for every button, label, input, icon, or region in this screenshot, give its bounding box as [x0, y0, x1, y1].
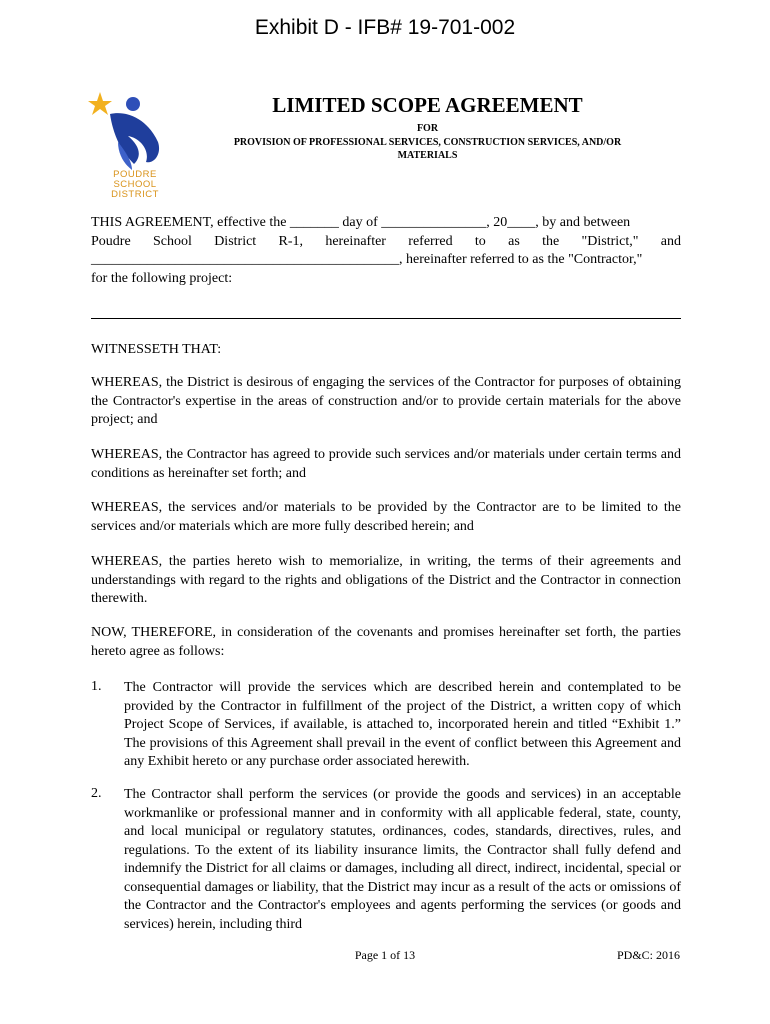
- document-title: LIMITED SCOPE AGREEMENT: [272, 93, 583, 117]
- page-number: Page 1 of 13: [354, 948, 416, 962]
- intro-paragraph: [91, 214, 681, 288]
- exhibit-header: Exhibit D - IFB# 19-701-002: [254, 16, 516, 39]
- intro-line-2: Poudre School District R-1, hereinafter referred to as the "District," and: [91, 233, 681, 249]
- logo-line-2: SCHOOL: [113, 179, 157, 190]
- star-icon: [88, 92, 112, 115]
- item-number-2: 2.: [91, 786, 102, 801]
- intro-line-1: THIS AGREEMENT, effective the _______ day of _______________, 20____, by and between: [91, 215, 631, 230]
- subtitle-line-1: PROVISION OF PROFESSIONAL SERVICES, CONSTRUCTION SERVICES, AND/OR: [233, 137, 622, 148]
- logo-figure: [110, 113, 159, 164]
- item-number-1: 1.: [91, 679, 102, 694]
- whereas-paragraph-4: WHEREAS, the parties hereto wish to memorialize, in writing, the terms of their agreements and understandings with regard to the rights and obligations of the District and the Contractor in connection therewith.: [91, 554, 681, 606]
- witnesseth-heading: WITNESSETH THAT:: [91, 342, 222, 357]
- title-for: FOR: [416, 123, 439, 134]
- intro-line-3: ____________________________________________, hereinafter referred to as the "Contractor,": [91, 252, 643, 267]
- now-therefore-paragraph: NOW, THEREFORE, in consideration of the covenants and promises hereinafter set forth, the parties hereto agree as follows:: [91, 625, 681, 659]
- logo-head: [126, 97, 140, 111]
- footer-code: PD&C: 2016: [616, 948, 680, 962]
- whereas-paragraph-3: WHEREAS, the services and/or materials to be provided by the Contractor are to be limited to the services and/or materials which are more fully described herein; and: [91, 500, 681, 534]
- subtitle-line-2: MATERIALS: [397, 150, 458, 161]
- logo-line-1: POUDRE: [113, 169, 157, 180]
- item-text-1: The Contractor will provide the services which are described herein and contemplated to be provided by the Contractor in fulfillment of the project of the District, a written copy of which Project Scope of Services, if available, is attached to, incorporated herein and titled “Exhibit 1.” The provisions of this Agreement shall prevail in the event of conflict between this Agreement and any Exhibit hereto or any purchase order associated herewith.: [124, 680, 681, 769]
- project-line: [91, 318, 681, 319]
- logo-line-3: DISTRICT: [111, 189, 159, 200]
- item-text-2: The Contractor shall perform the services (or provide the goods and services) in an acceptable workmanlike or professional manner and in conformity with all applicable federal, state, county, and local municipal or regulatory statutes, ordinances, codes, standards, directives, rules, and regulations. To the extent of its liability insurance limits, the Contractor shall fully defend and indemnify the District for all claims or damages, including all direct, indirect, incidental, special or consequential damages or liability, that the District may incur as a result of the acts or omissions of the Contractor and the Contractor's employees and agents performing the services (or goods and services) herein, including third: [124, 787, 681, 932]
- intro-line-4: for the following project:: [91, 270, 233, 286]
- logo-wordmark: [105, 170, 165, 200]
- title-subtitle: [190, 136, 665, 162]
- whereas-paragraph-1: WHEREAS, the District is desirous of engaging the services of the Contractor for purposes of obtaining the Contractor's expertise in the areas of construction and/or to provide certain materials for the above project; and: [91, 375, 681, 427]
- whereas-paragraph-2: WHEREAS, the Contractor has agreed to provide such services and/or materials under certain terms and conditions as hereinafter set forth; and: [91, 447, 681, 481]
